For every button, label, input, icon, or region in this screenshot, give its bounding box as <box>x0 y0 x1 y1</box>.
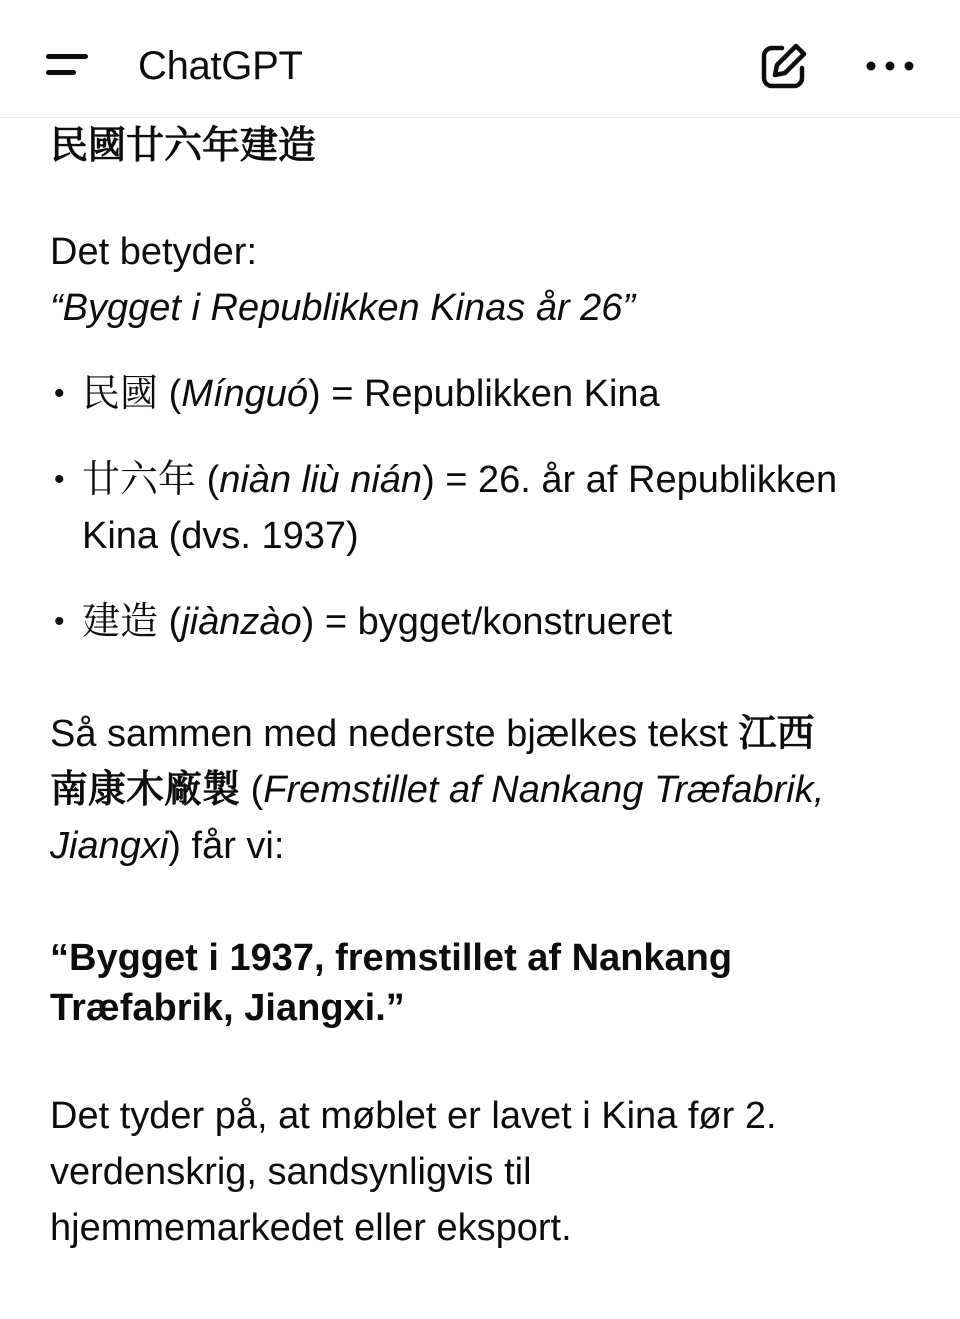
new-chat-button[interactable] <box>756 38 812 94</box>
chinese-term: 建造 <box>82 601 159 643</box>
pinyin: Mínguó <box>181 373 308 415</box>
pinyin: niàn liù nián <box>219 459 423 501</box>
quote-line: “Bygget i 1937, fremstillet af Nankang <box>50 937 733 979</box>
menu-button[interactable] <box>40 44 96 88</box>
new-chat-pencil-icon <box>756 38 812 94</box>
paragraph-line: Jiangxi) får vi: <box>50 825 285 867</box>
conclusion-line: verdenskrig, sandsynligvis til <box>50 1151 532 1193</box>
more-options-button[interactable] <box>862 44 918 88</box>
more-dots-icon <box>862 44 918 88</box>
definition: ) = Republikken Kina <box>307 373 660 415</box>
chinese-term: 廿六年 <box>82 459 197 501</box>
pinyin: jiànzào <box>181 601 302 643</box>
conclusion-line: hjemmemarkedet eller eksport. <box>50 1207 572 1249</box>
paragraph-line: 南康木廠製 (Fremstillet af Nankang Træfabrik, <box>50 769 825 811</box>
definition: ) = 26. år af Republikken <box>422 459 838 501</box>
bullet-dot: • <box>54 463 65 496</box>
paragraph-line: Så sammen med nederste bjælkes tekst 江西 <box>50 713 815 755</box>
menu-icon <box>46 54 88 59</box>
conclusion-line: Det tyder på, at møblet er lavet i Kina før 2. <box>50 1095 777 1137</box>
intro-translation: “Bygget i Republikken Kinas år 26” <box>50 287 636 329</box>
bullet-dot: • <box>54 377 65 410</box>
top-bar <box>0 0 960 118</box>
app-title[interactable]: ChatGPT <box>138 44 303 88</box>
bullet-dot: • <box>54 605 65 638</box>
intro-label: Det betyder: <box>50 231 257 273</box>
chinese-term: 民國 <box>82 373 159 415</box>
message-heading: 民國廿六年建造 <box>50 125 317 167</box>
quote-line: Træfabrik, Jiangxi.” <box>50 987 405 1029</box>
definition: ) = bygget/konstrueret <box>301 601 673 643</box>
definition-continued: Kina (dvs. 1937) <box>82 515 359 557</box>
